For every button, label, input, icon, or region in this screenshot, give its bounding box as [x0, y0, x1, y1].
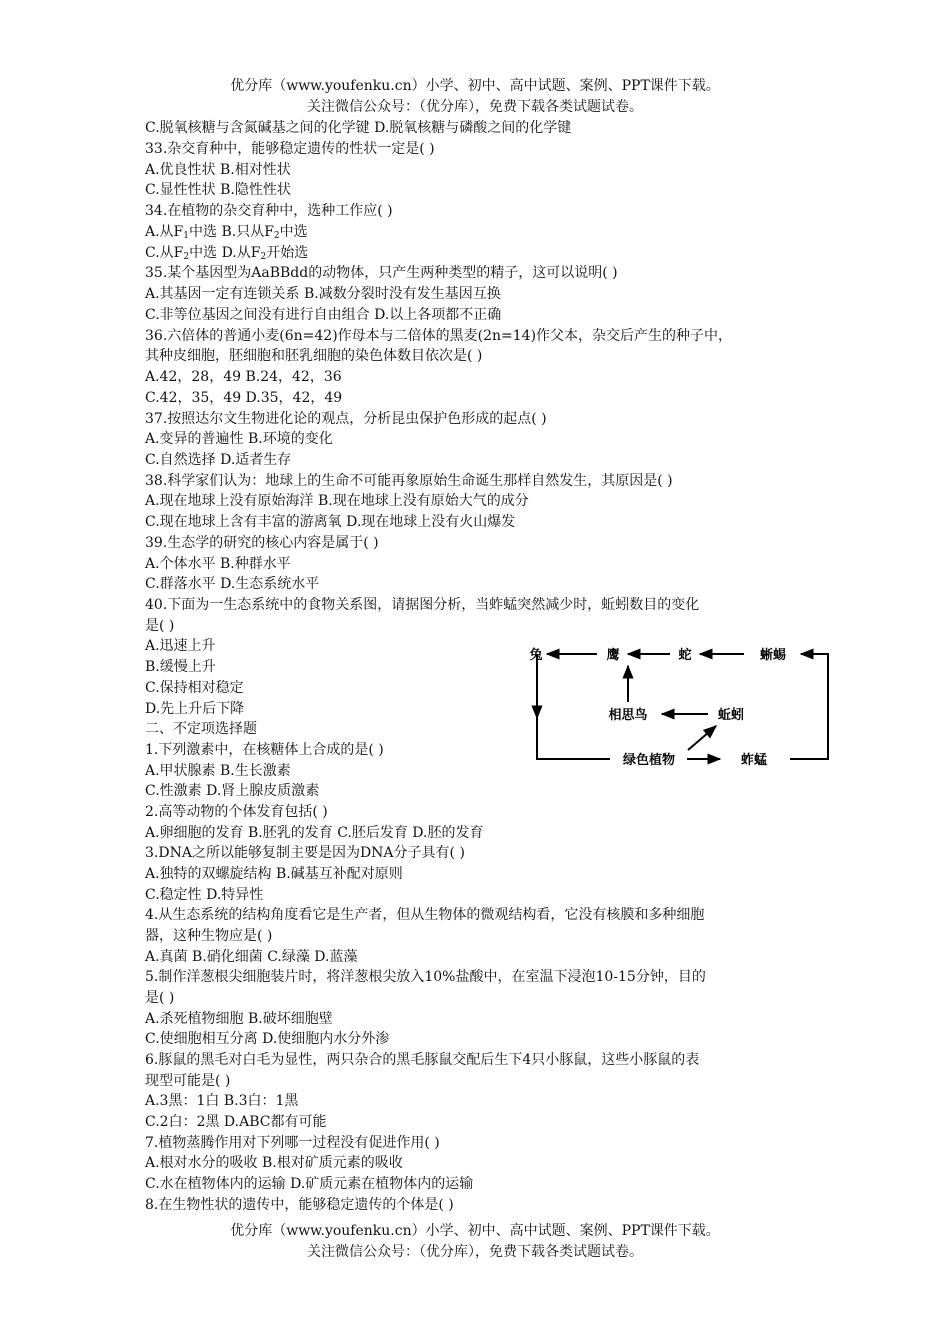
text-line: A.杀死植物细胞 B.破坏细胞壁: [145, 1011, 333, 1027]
text-line: A.3黑：1白 B.3白：1黑: [145, 1093, 299, 1109]
header-line-1: 优分库（www.youfenku.cn）小学、初中、高中试题、案例、PPT课件下载。: [230, 78, 720, 94]
text-fragment: 中选: [279, 224, 308, 240]
text-line: 器，这种生物应是( ): [145, 928, 273, 944]
text-line: C.群落水平 D.生态系统水平: [145, 576, 320, 592]
question-4: 4.从生态系统的结构角度看它是生产者，但从生物体的微观结构看，它没有核膜和多种细胞: [145, 907, 705, 923]
footer-line-1: 优分库（www.youfenku.cn）小学、初中、高中试题、案例、PPT课件下载。: [230, 1223, 720, 1239]
text-line: A.42，28，49 B.24，42，36: [145, 369, 342, 385]
question-2: 2.高等动物的个体发育包括( ): [145, 804, 328, 820]
text-fragment: C.从F: [145, 245, 184, 261]
node-plant: 绿色植物: [622, 753, 676, 768]
question-35: 35.某个基因型为AaBBdd的动物体，只产生两种类型的精子，这可以说明( ): [145, 265, 618, 281]
text-line: C.现在地球上含有丰富的游离氧 D.现在地球上没有火山爆发: [145, 514, 516, 530]
text-line: A.现在地球上没有原始海洋 B.现在地球上没有原始大气的成分: [145, 493, 529, 509]
text-fragment: 开始选: [266, 245, 309, 261]
text-line: A.卵细胞的发育 B.胚乳的发育 C.胚后发育 D.胚的发育: [145, 825, 484, 841]
subscript: 2: [273, 231, 280, 241]
text-line: C.42，35，49 D.35，42，49: [145, 390, 343, 406]
text-line: D.先上升后下降: [145, 701, 245, 717]
arrow: [688, 726, 716, 750]
question-38: 38.科学家们认为：地球上的生命不可能再象原始生命诞生那样自然发生，其原因是( ): [145, 473, 673, 489]
node-bird: 相思鸟: [608, 708, 648, 723]
text-line: A.其基因一定有连锁关系 B.减数分裂时没有发生基因互换: [145, 286, 501, 302]
text-line: C.非等位基因之间没有进行自由组合 D.以上各项都不正确: [145, 307, 502, 323]
node-lizard: 蜥蜴: [759, 648, 787, 663]
node-grasshopper: 蚱蜢: [740, 753, 768, 768]
subscript: 2: [260, 252, 267, 262]
text-fragment: A.从F: [145, 224, 184, 240]
node-rabbit: 兔: [529, 648, 543, 663]
node-earthworm: 蚯蚓: [717, 708, 745, 723]
text-line: A.变异的普遍性 B.环境的变化: [145, 431, 333, 447]
text-line: 是( ): [145, 990, 175, 1006]
text-line: C.自然选择 D.适者生存: [145, 452, 292, 468]
text-line: [145, 243, 308, 263]
subscript: 1: [183, 231, 190, 241]
question-7: 7.植物蒸腾作用对下列哪一过程没有促进作用( ): [145, 1135, 440, 1151]
question-33: 33.杂交育种中，能够稳定遗传的性状一定是( ): [145, 141, 435, 157]
question-5: 5.制作洋葱根尖细胞装片时，将洋葱根尖放入10%盐酸中，在室温下浸泡10-15分钟，目的: [145, 969, 706, 985]
question-39: 39.生态学的研究的核心内容是属于( ): [145, 535, 379, 551]
question-1: 1.下列激素中，在核糖体上合成的是( ): [145, 742, 384, 758]
footer-line-2: 关注微信公众号：（优分库），免费下载各类试题试卷。: [307, 1244, 643, 1260]
text-line: 是( ): [145, 618, 175, 634]
node-snake: 蛇: [678, 648, 692, 663]
text-line: A.甲状腺素 B.生长激素: [145, 763, 291, 779]
text-line: A.独特的双螺旋结构 B.碱基互补配对原则: [145, 866, 403, 882]
text-line: 现型可能是( ): [145, 1073, 231, 1089]
question-40: 40.下面为一生态系统中的食物关系图，请据图分析，当蚱蜢突然减少时，蚯蚓数目的变化: [145, 597, 700, 613]
subscript: 2: [183, 252, 190, 262]
text-line: A.优良性状 B.相对性状: [145, 162, 291, 178]
text-line: C.使细胞相互分离 D.使细胞内水分外渗: [145, 1031, 390, 1047]
question-37: 37.按照达尔文生物进化论的观点，分析昆虫保护色形成的起点( ): [145, 411, 547, 427]
arrow: [790, 654, 828, 759]
node-eagle: 鹰: [606, 648, 620, 663]
text-line: A.迅速上升: [145, 638, 216, 654]
section-heading: 二、不定项选择题: [145, 721, 257, 737]
text-line: C.保持相对稳定: [145, 680, 244, 696]
arrow: [537, 654, 610, 759]
question-8: 8.在生物性状的遗传中，能够稳定遗传的个体是( ): [145, 1197, 454, 1213]
question-36: 36.六倍体的普通小麦(6n=42)作母本与二倍体的黑麦(2n=14)作父本，杂交后产生的种子中，: [145, 328, 733, 344]
text-line: C.显性性状 B.隐性性状: [145, 182, 291, 198]
text-line: C.水在植物体内的运输 D.矿质元素在植物体内的运输: [145, 1176, 474, 1192]
question-3: 3.DNA之所以能够复制主要是因为DNA分子具有( ): [145, 845, 465, 861]
text-line: [145, 222, 308, 242]
food-web-diagram: [522, 638, 842, 770]
question-34: 34.在植物的杂交育种中，选种工作应( ): [145, 203, 393, 219]
text-line: C.2白：2黑 D.ABC都有可能: [145, 1114, 327, 1130]
text-line: A.根对水分的吸收 B.根对矿质元素的吸收: [145, 1155, 403, 1171]
question-6: 6.豚鼠的黑毛对白毛为显性，两只杂合的黑毛豚鼠交配后生下4只小豚鼠，这些小豚鼠的表: [145, 1052, 700, 1068]
text-fragment: 中选 B.只从F: [189, 224, 274, 240]
text-line: A.真菌 B.硝化细菌 C.绿藻 D.蓝藻: [145, 949, 358, 965]
text-line: 其种皮细胞，胚细胞和胚乳细胞的染色体数目依次是( ): [145, 348, 483, 364]
header-line-2: 关注微信公众号：（优分库），免费下载各类试题试卷。: [307, 99, 643, 115]
text-line: A.个体水平 B.种群水平: [145, 556, 291, 572]
text-line: C.性激素 D.肾上腺皮质激素: [145, 783, 320, 799]
text-line: C.稳定性 D.特异性: [145, 887, 264, 903]
text-line: C.脱氧核糖与含氮碱基之间的化学键 D.脱氧核糖与磷酸之间的化学键: [145, 120, 572, 136]
text-line: B.缓慢上升: [145, 659, 216, 675]
text-fragment: 中选 D.从F: [189, 245, 261, 261]
